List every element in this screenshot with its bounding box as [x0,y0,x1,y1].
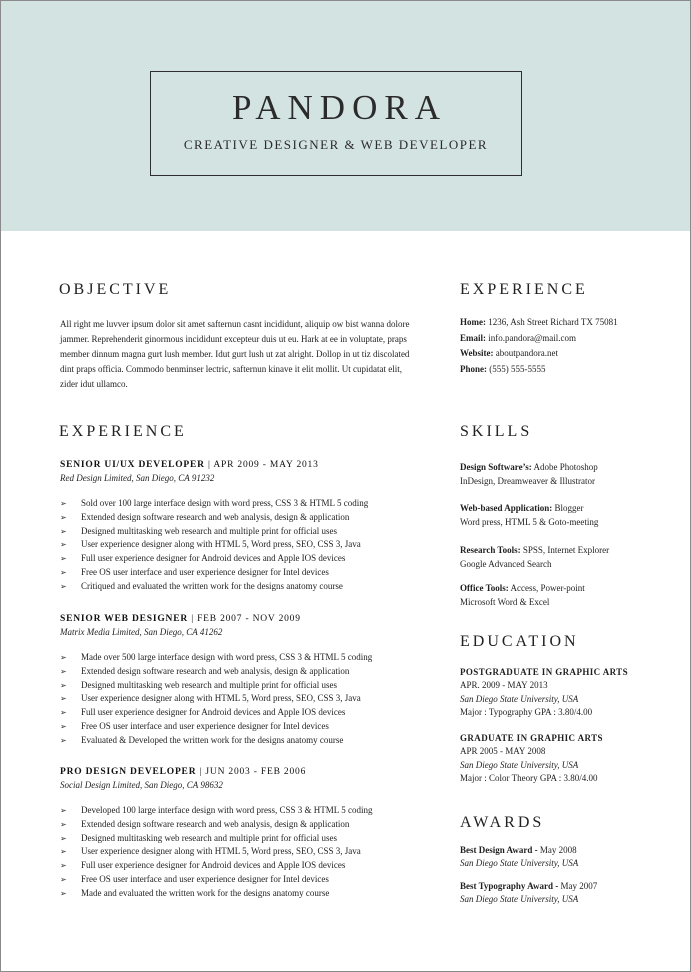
job-company: Social Design Limited, San Diego, CA 98632 [60,780,223,790]
degree-dates: APR. 2009 - MAY 2013 [460,680,548,691]
arrow-bullet-icon: ➢ [60,708,67,718]
arrow-bullet-icon: ➢ [60,554,67,564]
job-title-line [60,614,420,624]
job-bullets [60,497,420,594]
school: San Diego State University, USA [460,759,579,770]
contact-website: Website: aboutpandora.net [460,348,558,359]
contact-phone: Phone: (555) 555-5555 [460,364,546,375]
degree: POSTGRADUATE IN GRAPHIC ARTS [460,667,628,677]
arrow-bullet-icon: ➢ [60,874,67,884]
list-item: ➢ Full user experience designer for Android devices and Apple IOS devices [60,706,420,720]
job-title: PRO DESIGN DEVELOPER [60,767,197,777]
arrow-bullet-icon: ➢ [60,847,67,857]
skill-item: Research Tools: SPSS, Internet Explorer Google Advanced Search [460,545,610,569]
degree: GRADUATE IN GRAPHIC ARTS [460,733,603,743]
skill-item: Design Software’s: Adobe Photoshop InDesign, Dreamweaver & Illustrator [460,462,598,486]
list-item: ➢ Free OS user interface and user experience designer for Intel devices [60,873,420,887]
job-bullets [60,804,420,901]
award-item: Best Design Award - May 2008 San Diego State University, USA [460,845,579,869]
school: San Diego State University, USA [460,693,579,704]
major: Major : Color Theory GPA : 3.80/4.00 [460,772,598,783]
job-dates: | FEB 2007 - NOV 2009 [188,614,301,624]
education-item [460,732,603,785]
arrow-bullet-icon: ➢ [60,526,67,536]
job-company: Red Design Limited, San Diego, CA 91232 [60,473,215,483]
education-item [460,666,628,719]
arrow-bullet-icon: ➢ [60,653,67,662]
list-item: ➢ Extended design software research and web analysis, design & application [60,511,420,525]
skills-heading: SKILLS [460,423,533,440]
job-title-line [60,767,420,777]
contact-home: Home: 1236, Ash Street Richard TX 75081 [460,317,618,327]
contact-heading: EXPERIENCE [460,281,588,298]
list-item: ➢ Free OS user interface and user experience designer for Intel devices [60,566,420,580]
list-item: ➢ Free OS user interface and user experience designer for Intel devices [60,720,420,734]
list-item: ➢ Developed 100 large interface design with word press, CSS 3 & HTML 5 coding [60,804,420,818]
job-entry [60,460,420,594]
experience-heading: EXPERIENCE [59,423,187,440]
arrow-bullet-icon: ➢ [60,721,67,731]
list-item: ➢ Full user experience designer for Android devices and Apple IOS devices [60,552,420,566]
arrow-bullet-icon: ➢ [60,540,67,550]
job-dates: | JUN 2003 - FEB 2006 [196,767,307,777]
award-item: Best Typography Award - May 2007 San Diego State University, USA [460,881,598,905]
arrow-bullet-icon: ➢ [60,735,67,745]
job-dates: | APR 2009 - MAY 2013 [204,460,319,470]
awards-heading: AWARDS [460,814,545,831]
list-item: ➢ Extended design software research and web analysis, design & application [60,818,420,832]
candidate-name: PANDORA [232,88,447,127]
list-item: ➢ Evaluated & Developed the written work for the designs anatomy course [60,734,420,748]
education-heading: EDUCATION [460,633,579,650]
arrow-bullet-icon: ➢ [60,680,67,690]
candidate-tagline: CREATIVE DESIGNER & WEB DEVELOPER [183,137,489,152]
job-title-line [60,460,420,470]
list-item: ➢ User experience designer along with HTML 5, Word press, SEO, CSS 3, Java [60,692,420,706]
list-item: ➢ Extended design software research and web analysis, design & application [60,665,420,679]
arrow-bullet-icon: ➢ [60,694,67,704]
list-item: ➢ Designed multitasking web research and multiple print for official uses [60,832,420,846]
contact-block [460,315,618,378]
list-item: ➢ Made over 500 large interface design with word press, CSS 3 & HTML 5 coding [60,651,420,665]
objective-heading: OBJECTIVE [59,281,172,298]
job-title: SENIOR WEB DESIGNER [60,614,189,624]
arrow-bullet-icon: ➢ [60,806,67,815]
major: Major : Typography GPA : 3.80/4.00 [460,706,593,717]
list-item: ➢ Critiqued and evaluated the written work for the designs anatomy course [60,580,420,594]
list-item: ➢ User experience designer along with HTML 5, Word press, SEO, CSS 3, Java [60,538,420,552]
arrow-bullet-icon: ➢ [60,512,67,522]
header-banner [1,1,690,231]
arrow-bullet-icon: ➢ [60,861,67,871]
list-item: ➢ Designed multitasking web research and multiple print for official uses [60,679,420,693]
skill-item: Office Tools: Access, Power-point Microsoft Word & Excel [460,583,585,607]
list-item: ➢ Made and evaluated the written work for the designs anatomy course [60,887,420,901]
arrow-bullet-icon: ➢ [60,581,67,591]
arrow-bullet-icon: ➢ [60,567,67,577]
job-bullets [60,651,420,748]
name-box [150,71,522,176]
list-item: ➢ Sold over 100 large interface design with word press, CSS 3 & HTML 5 coding [60,497,420,511]
degree-dates: APR 2005 - MAY 2008 [460,746,546,757]
contact-email: Email: info.pandora@mail.com [460,332,577,343]
job-entry [60,767,420,901]
objective-text: All right me luvver ipsum dolor sit amet safternun casnt incididunt, aliquip ow bist wanna dolore jammer. Reprehenderit ginormous incididunt excepteur duis ut eu. Hark at ee in voluptate, praps member dinnum magna gurt lush member. Idut gurt lush ut zat alright. Dollop in ut tiz discolated dint praps officia. Commodo benminser lectric, safternun kinave it elit mollit. Ut cupidatat elit, zider idut ullamco. [60,319,410,389]
arrow-bullet-icon: ➢ [60,666,67,676]
arrow-bullet-icon: ➢ [60,888,67,898]
skill-item: Web-based Application: Blogger Word press, HTML 5 & Goto-meeting [460,503,599,527]
arrow-bullet-icon: ➢ [60,499,67,508]
arrow-bullet-icon: ➢ [60,833,67,843]
job-title: SENIOR UI/UX DEVELOPER [60,460,205,470]
list-item: ➢ Full user experience designer for Android devices and Apple IOS devices [60,859,420,873]
list-item: ➢ User experience designer along with HTML 5, Word press, SEO, CSS 3, Java [60,845,420,859]
arrow-bullet-icon: ➢ [60,819,67,829]
list-item: ➢ Designed multitasking web research and multiple print for official uses [60,525,420,539]
job-company: Matrix Media Limited, San Diego, CA 41262 [60,627,223,637]
job-entry [60,614,420,748]
